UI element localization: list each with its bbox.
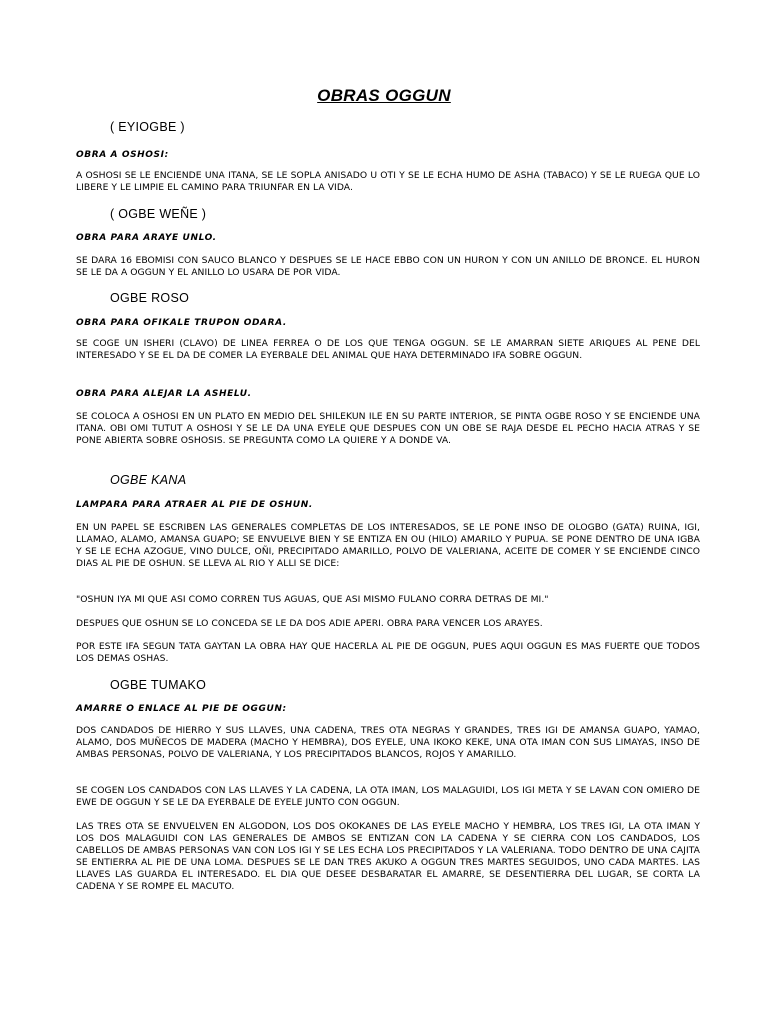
section-heading: AMARRE O ENLACE AL PIE DE OGGUN:: [76, 704, 287, 714]
paragraph: POR ESTE IFA SEGUN TATA GAYTAN LA OBRA HAY QUE HACERLA AL PIE DE OGGUN, PUES AQUI OGGUN ES MAS FUERTE QUE TODOS LOS DEMAS OSHAS.: [76, 641, 700, 664]
paragraph: "OSHUN IYA MI QUE ASI COMO CORREN TUS AGUAS, QUE ASI MISMO FULANO CORRA DETRAS DE MI.": [76, 594, 549, 605]
paragraph: SE DARA 16 EBOMISI CON SAUCO BLANCO Y DESPUES SE LE HACE EBBO CON UN HURON Y CON UN ANILLO DE BRONCE. EL HURON SE LE DA A OGGUN Y EL ANILLO LO USARA DE POR VIDA.: [76, 255, 700, 278]
paragraph: SE COGEN LOS CANDADOS CON LAS LLAVES Y LA CADENA, LA OTA IMAN, LOS MALAGUIDI, LOS IGI META Y SE LAVAN CON OMIERO DE EWE DE OGGUN Y SE LE DA EYERBALE DE EYELE JUNTO CON OGGUN.: [76, 785, 700, 808]
odu-sign-ogbe-tumako: OGBE TUMAKO: [110, 678, 207, 692]
paragraph: DESPUES QUE OSHUN SE LO CONCEDA SE LE DA DOS ADIE APERI. OBRA PARA VENCER LOS ARAYES.: [76, 618, 543, 629]
section-heading: OBRA PARA OFIKALE TRUPON ODARA.: [76, 318, 287, 328]
section-heading: OBRA PARA ARAYE UNLO.: [76, 233, 217, 243]
paragraph: SE COGE UN ISHERI (CLAVO) DE LINEA FERREA O DE LOS QUE TENGA OGGUN. SE LE AMARRAN SIETE ARIQUES AL PENE DEL INTERESADO Y SE EL DA DE COMER LA EYERBALE DEL ANIMAL QUE HAYA DETERMINADO IFA SOBRE OGGUN.: [76, 338, 700, 361]
odu-sign-eyiogbe: ( EYIOGBE ): [110, 120, 185, 134]
odu-sign-ogbe-kana: OGBE KANA: [110, 473, 187, 487]
paragraph: EN UN PAPEL SE ESCRIBEN LAS GENERALES COMPLETAS DE LOS INTERESADOS, SE LE PONE INSO DE OLOGBO (GATA) RUINA, IGI, LLAMAO, ALAMO, AMANSA GUAPO; SE ENVUELVE BIEN Y SE ENTIZA EN OU (HILO) AMARILO Y PUPUA. SE PONE DENTRO DE UNA IGBA Y SE LE ECHA AZOGUE, VINO DULCE, OÑI, PRECIPITADO AMARILLO, POLVO DE VALERIANA, ACEITE DE COMER Y SE ENCIENDE CINCO DIAS AL PIE DE OSHUN. SE LLEVA AL RIO Y ALLI SE DICE:: [76, 522, 700, 569]
paragraph: LAS TRES OTA SE ENVUELVEN EN ALGODON, LOS DOS OKOKANES DE LAS EYELE MACHO Y HEMBRA, LOS TRES IGI, LA OTA IMAN Y LOS DOS MALAGUIDI CON LAS GENERALES DE AMBOS SE ENTIZAN CON LA CADENA Y SE CIERRA CON LOS CANDADOS, LOS CABELLOS DE AMBAS PERSONAS VAN CON LOS IGI Y SE LES ECHA LOS PRECIPITADOS Y LA VALERIANA. TODO DENTRO DE UNA CAJITA SE ENTIERRA AL PIE DE UNA LOMA. DESPUES SE LE DAN TRES AKUKO A OGGUN TRES MARTES SEGUIDOS, UNO CADA MARTES. LAS LLAVES LAS GUARDA EL INTERESADO. EL DIA QUE DESEE DESBARATAR EL AMARRE, SE DESENTIERRA DEL LUGAR, SE CORTA LA CADENA Y SE ROMPE EL MACUTO.: [76, 821, 700, 892]
odu-sign-ogbe-roso: OGBE ROSO: [110, 291, 190, 305]
document-title: OBRAS OGGUN: [317, 86, 451, 105]
paragraph: SE COLOCA A OSHOSI EN UN PLATO EN MEDIO DEL SHILEKUN ILE EN SU PARTE INTERIOR, SE PINTA OGBE ROSO Y SE ENCIENDE UNA ITANA. OBI OMI TUTUT A OSHOSI Y SE LE DA UNA EYELE QUE DESPUES CON UN OBE SE RAJA DESDE EL PECHO HACIA ATRAS Y SE PONE ABIERTA SOBRE OSHOSIS. SE PREGUNTA COMO LA QUIERE Y A DONDE VA.: [76, 411, 700, 446]
section-heading: OBRA PARA ALEJAR LA ASHELU.: [76, 389, 252, 399]
paragraph: DOS CANDADOS DE HIERRO Y SUS LLAVES, UNA CADENA, TRES OTA NEGRAS Y GRANDES, TRES IGI DE AMANSA GUAPO, YAMAO, ALAMO, DOS MUÑECOS DE MADERA (MACHO Y HEMBRA), DOS EYELE, UNA IKOKO KEKE, UNA OTA IMAN CON SUS LIMAYAS, INSO DE AMBAS PERSONAS, POLVO DE VALERIANA, Y LOS PRECIPITADOS BLANCOS, ROJOS Y AMARILLO.: [76, 725, 700, 760]
odu-sign-ogbe-wene: ( OGBE WEÑE ): [110, 207, 207, 221]
section-heading: OBRA A OSHOSI:: [76, 150, 169, 160]
paragraph: A OSHOSI SE LE ENCIENDE UNA ITANA, SE LE SOPLA ANISADO U OTI Y SE LE ECHA HUMO DE ASHA (TABACO) Y SE LE RUEGA QUE LO LIBERE Y LE LIMPIE EL CAMINO PARA TRIUNFAR EN LA VIDA.: [76, 170, 700, 193]
section-heading: LAMPARA PARA ATRAER AL PIE DE OSHUN.: [76, 500, 313, 510]
